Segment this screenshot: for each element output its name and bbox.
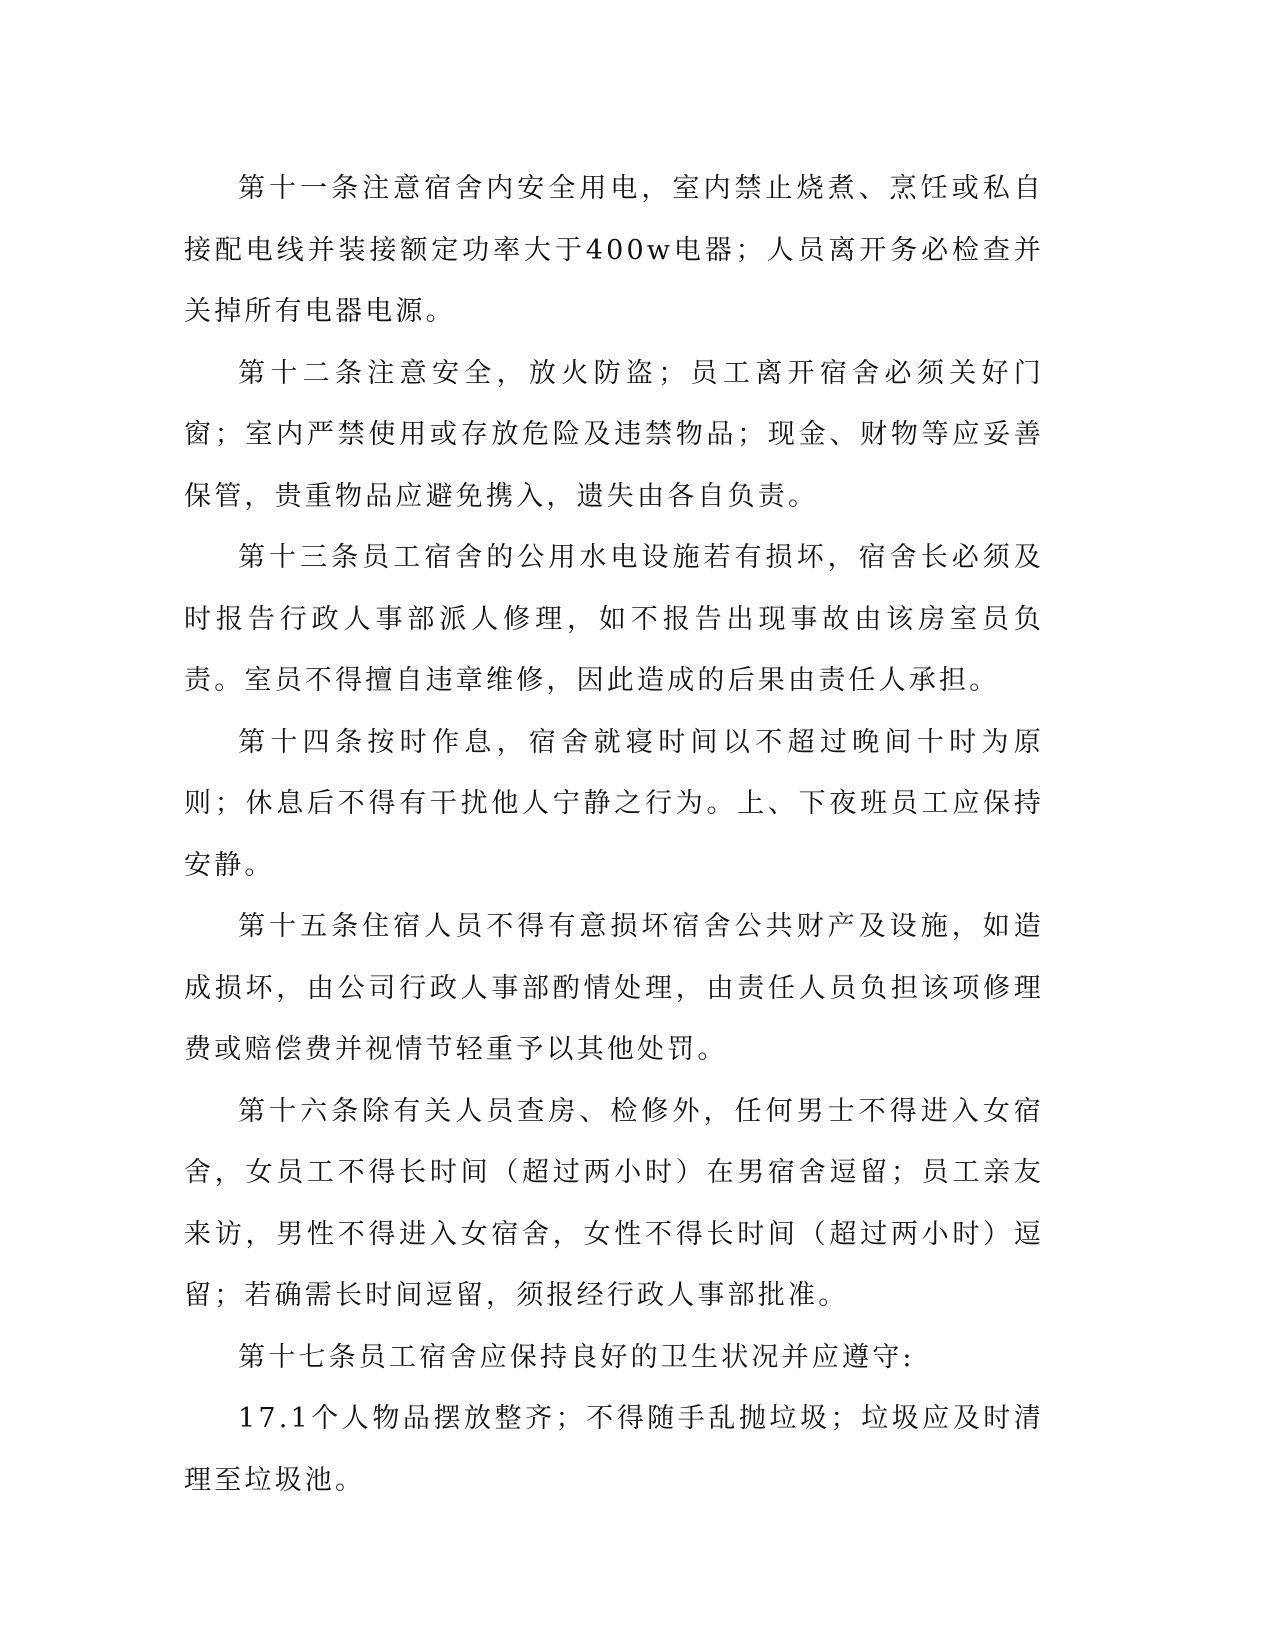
document-body [184, 158, 1044, 1511]
article-11-paragraph: 第十一条注意宿舍内安全用电，室内禁止烧煮、烹饪或私自接配电线并装接额定功率大于400w电器；人员离开务必检查并关掉所有电器电源。 [184, 173, 1044, 327]
article-16-paragraph: 第十六条除有关人员查房、检修外，任何男士不得进入女宿舍，女员工不得长时间（超过两小时）在男宿舍逗留；员工亲友来访，男性不得进入女宿舍，女性不得长时间（超过两小时）逗留；若确需长时间逗留，须报经行政人事部批准。 [184, 1095, 1044, 1311]
clause-17-1-paragraph: 17.1个人物品摆放整齐；不得随手乱抛垃圾；垃圾应及时清理至垃圾池。 [184, 1403, 1044, 1496]
article-17-paragraph: 第十七条员工宿舍应保持良好的卫生状况并应遵守: [238, 1341, 915, 1373]
article-14-paragraph: 第十四条按时作息，宿舍就寝时间以不超过晚间十时为原则；休息后不得有干扰他人宁静之行为。上、下夜班员工应保持安静。 [184, 726, 1044, 881]
article-13-paragraph: 第十三条员工宿舍的公用水电设施若有损坏，宿舍长必须及时报告行政人事部派人修理，如不报告出现事故由该房室员负责。室员不得擅自违章维修，因此造成的后果由责任人承担。 [184, 542, 1044, 696]
article-12-paragraph: 第十二条注意安全，放火防盗；员工离开宿舍必须关好门窗；室内严禁使用或存放危险及违禁物品；现金、财物等应妥善保管，贵重物品应避免携入，遗失由各自负责。 [184, 357, 1044, 512]
article-15-paragraph: 第十五条住宿人员不得有意损坏宿舍公共财产及设施，如造成损坏，由公司行政人事部酌情处理，由责任人员负担该项修理费或赔偿费并视情节轻重予以其他处罚。 [184, 911, 1044, 1065]
